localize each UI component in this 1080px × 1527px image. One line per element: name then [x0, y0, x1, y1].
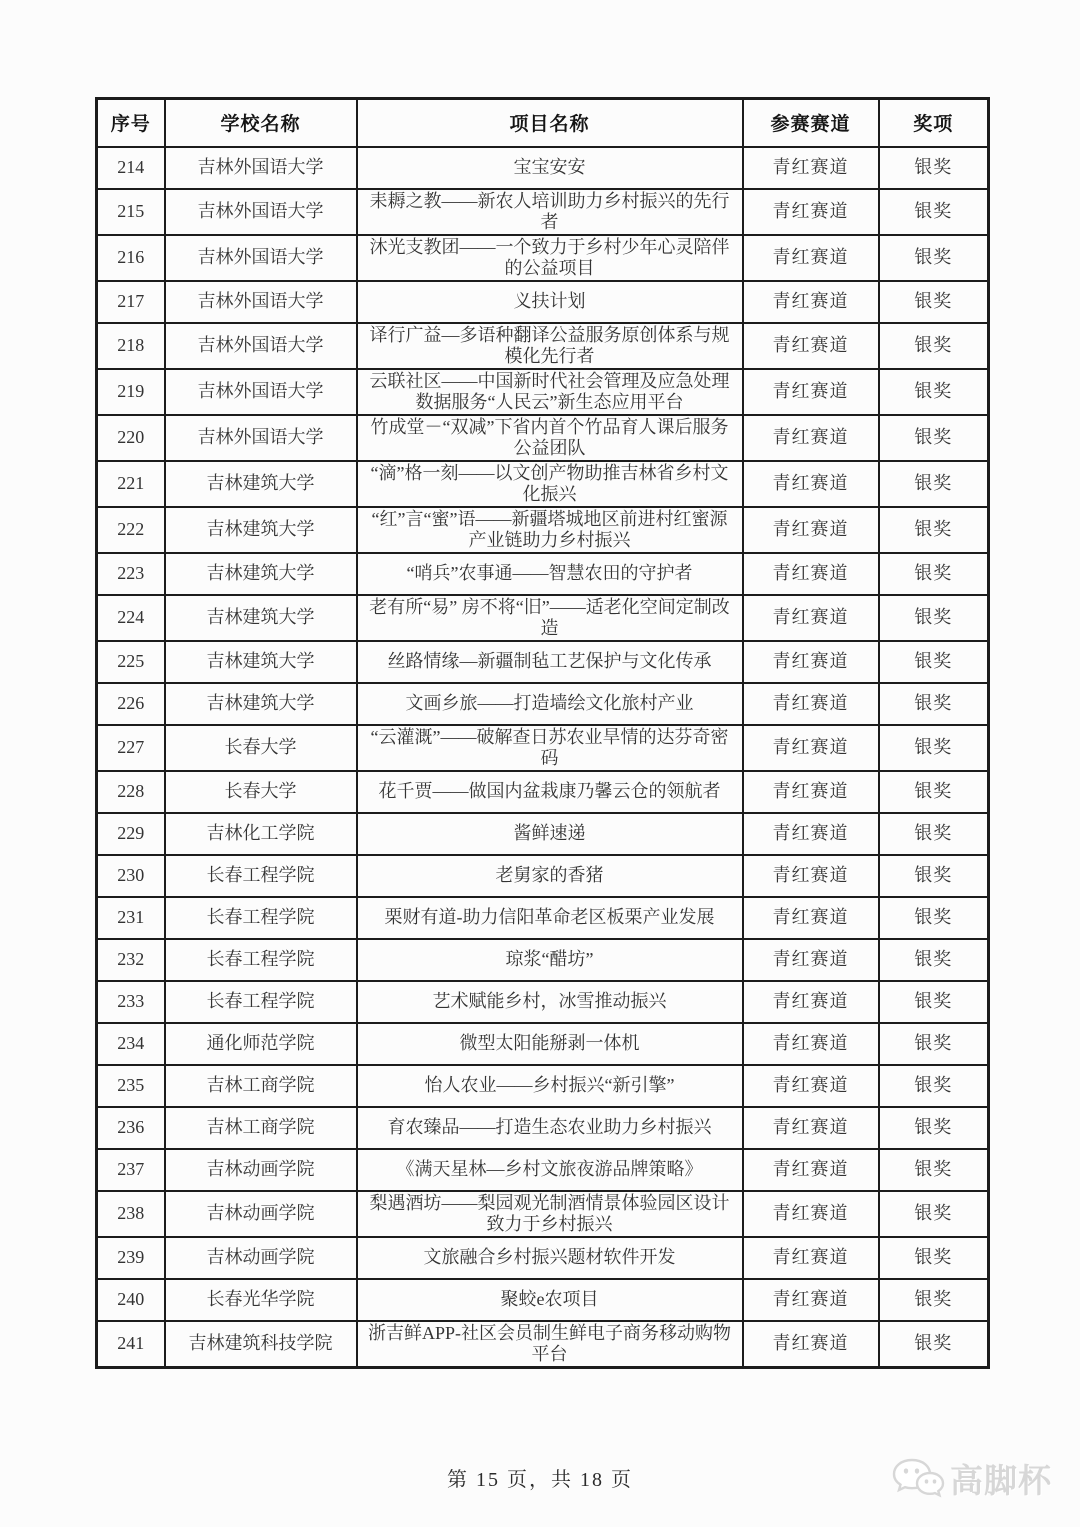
- cell-project-name: 栗财有道-助力信阳革命老区板栗产业发展: [357, 897, 743, 939]
- cell-serial-number: 221: [97, 461, 165, 507]
- table-row: [97, 369, 989, 415]
- cell-serial-number: 228: [97, 771, 165, 813]
- table-row: [97, 641, 989, 683]
- cell-award: 银奖: [879, 415, 989, 461]
- cell-serial-number: 220: [97, 415, 165, 461]
- cell-project-name: 艺术赋能乡村，冰雪推动振兴: [357, 981, 743, 1023]
- cell-project-name: 浙吉鲜APP-社区会员制生鲜电子商务移动购物平台: [357, 1321, 743, 1368]
- cell-serial-number: 231: [97, 897, 165, 939]
- cell-project-name: 梨遇酒坊——梨园观光制酒情景体验园区设计致力于乡村振兴: [357, 1191, 743, 1237]
- cell-award: 银奖: [879, 369, 989, 415]
- cell-award: 银奖: [879, 1279, 989, 1321]
- cell-serial-number: 225: [97, 641, 165, 683]
- cell-award: 银奖: [879, 1023, 989, 1065]
- cell-track: 青红赛道: [743, 507, 879, 553]
- cell-serial-number: 219: [97, 369, 165, 415]
- cell-project-name: 耒耨之教——新农人培训助力乡村振兴的先行者: [357, 189, 743, 235]
- cell-award: 银奖: [879, 1065, 989, 1107]
- cell-school-name: 长春光华学院: [165, 1279, 357, 1321]
- table-row: [97, 1321, 989, 1368]
- table-row: [97, 189, 989, 235]
- header-track: 参赛赛道: [743, 99, 879, 147]
- cell-school-name: 吉林建筑大学: [165, 461, 357, 507]
- cell-track: 青红赛道: [743, 281, 879, 323]
- cell-project-name: 沐光支教团——一个致力于乡村少年心灵陪伴的公益项目: [357, 235, 743, 281]
- cell-school-name: 长春大学: [165, 771, 357, 813]
- cell-school-name: 吉林工商学院: [165, 1107, 357, 1149]
- cell-award: 银奖: [879, 641, 989, 683]
- cell-school-name: 吉林外国语大学: [165, 147, 357, 189]
- cell-award: 银奖: [879, 189, 989, 235]
- table-row: [97, 1237, 989, 1279]
- cell-school-name: 吉林建筑大学: [165, 553, 357, 595]
- watermark-text: 高脚杯: [950, 1462, 1052, 1499]
- table-row: [97, 1023, 989, 1065]
- cell-track: 青红赛道: [743, 641, 879, 683]
- cell-award: 银奖: [879, 281, 989, 323]
- cell-school-name: 吉林动画学院: [165, 1149, 357, 1191]
- cell-school-name: 长春工程学院: [165, 897, 357, 939]
- cell-serial-number: 217: [97, 281, 165, 323]
- cell-track: 青红赛道: [743, 1107, 879, 1149]
- table-row: [97, 1279, 989, 1321]
- cell-track: 青红赛道: [743, 813, 879, 855]
- cell-project-name: 老舅家的香猪: [357, 855, 743, 897]
- cell-school-name: 吉林动画学院: [165, 1191, 357, 1237]
- cell-serial-number: 238: [97, 1191, 165, 1237]
- cell-award: 银奖: [879, 1149, 989, 1191]
- table-row: [97, 235, 989, 281]
- cell-track: 青红赛道: [743, 939, 879, 981]
- cell-serial-number: 227: [97, 725, 165, 771]
- cell-track: 青红赛道: [743, 771, 879, 813]
- cell-project-name: 宝宝安安: [357, 147, 743, 189]
- cell-serial-number: 240: [97, 1279, 165, 1321]
- cell-serial-number: 233: [97, 981, 165, 1023]
- page-number: 第 15 页，共 18 页: [447, 1469, 633, 1491]
- cell-serial-number: 226: [97, 683, 165, 725]
- cell-track: 青红赛道: [743, 1191, 879, 1237]
- table-row: [97, 813, 989, 855]
- cell-award: 银奖: [879, 461, 989, 507]
- cell-school-name: 吉林建筑科技学院: [165, 1321, 357, 1368]
- header-project: 项目名称: [357, 99, 743, 147]
- cell-project-name: 酱鲜速递: [357, 813, 743, 855]
- cell-award: 银奖: [879, 939, 989, 981]
- cell-project-name: 文旅融合乡村振兴题材软件开发: [357, 1237, 743, 1279]
- cell-serial-number: 237: [97, 1149, 165, 1191]
- cell-project-name: 云联社区——中国新时代社会管理及应急处理数据服务“人民云”新生态应用平台: [357, 369, 743, 415]
- table-body: [97, 147, 989, 1368]
- cell-track: 青红赛道: [743, 1023, 879, 1065]
- cell-project-name: 义扶计划: [357, 281, 743, 323]
- cell-school-name: 吉林外国语大学: [165, 281, 357, 323]
- table-row: [97, 683, 989, 725]
- cell-award: 银奖: [879, 1107, 989, 1149]
- cell-track: 青红赛道: [743, 1149, 879, 1191]
- cell-school-name: 吉林外国语大学: [165, 189, 357, 235]
- header-award: 奖项: [879, 99, 989, 147]
- cell-track: 青红赛道: [743, 1237, 879, 1279]
- cell-serial-number: 232: [97, 939, 165, 981]
- cell-project-name: 译行广益—多语种翻译公益服务原创体系与规模化先行者: [357, 323, 743, 369]
- cell-award: 银奖: [879, 725, 989, 771]
- cell-track: 青红赛道: [743, 147, 879, 189]
- awards-table: [95, 97, 990, 1369]
- table-row: [97, 281, 989, 323]
- table-row: [97, 461, 989, 507]
- cell-serial-number: 229: [97, 813, 165, 855]
- cell-award: 银奖: [879, 855, 989, 897]
- cell-school-name: 长春大学: [165, 725, 357, 771]
- cell-award: 银奖: [879, 235, 989, 281]
- cell-track: 青红赛道: [743, 1279, 879, 1321]
- table-row: [97, 725, 989, 771]
- watermark: [891, 1455, 1052, 1502]
- cell-school-name: 吉林外国语大学: [165, 369, 357, 415]
- cell-track: 青红赛道: [743, 683, 879, 725]
- cell-serial-number: 216: [97, 235, 165, 281]
- cell-serial-number: 239: [97, 1237, 165, 1279]
- table-row: [97, 771, 989, 813]
- table-row: [97, 507, 989, 553]
- cell-project-name: 怡人农业——乡村振兴“新引擎”: [357, 1065, 743, 1107]
- cell-project-name: 竹成堂－“双减”下省内首个竹品育人课后服务公益团队: [357, 415, 743, 461]
- cell-track: 青红赛道: [743, 235, 879, 281]
- cell-school-name: 吉林动画学院: [165, 1237, 357, 1279]
- cell-school-name: 通化师范学院: [165, 1023, 357, 1065]
- cell-award: 银奖: [879, 1237, 989, 1279]
- table-row: [97, 1065, 989, 1107]
- cell-project-name: 微型太阳能掰剥一体机: [357, 1023, 743, 1065]
- cell-project-name: 琼浆“醋坊”: [357, 939, 743, 981]
- cell-track: 青红赛道: [743, 323, 879, 369]
- table-row: [97, 1107, 989, 1149]
- cell-award: 银奖: [879, 897, 989, 939]
- cell-school-name: 吉林外国语大学: [165, 415, 357, 461]
- cell-school-name: 吉林工商学院: [165, 1065, 357, 1107]
- cell-project-name: “滴”格一刻——以文创产物助推吉林省乡村文化振兴: [357, 461, 743, 507]
- cell-track: 青红赛道: [743, 595, 879, 641]
- table-row: [97, 595, 989, 641]
- cell-school-name: 长春工程学院: [165, 939, 357, 981]
- cell-project-name: “哨兵”农事通——智慧农田的守护者: [357, 553, 743, 595]
- cell-serial-number: 241: [97, 1321, 165, 1368]
- cell-school-name: 吉林建筑大学: [165, 683, 357, 725]
- cell-track: 青红赛道: [743, 189, 879, 235]
- cell-award: 银奖: [879, 1321, 989, 1368]
- cell-project-name: 丝路情缘—新疆制毡工艺保护与文化传承: [357, 641, 743, 683]
- cell-serial-number: 214: [97, 147, 165, 189]
- cell-project-name: 育农臻品——打造生态农业助力乡村振兴: [357, 1107, 743, 1149]
- cell-award: 银奖: [879, 507, 989, 553]
- cell-track: 青红赛道: [743, 553, 879, 595]
- cell-award: 银奖: [879, 981, 989, 1023]
- cell-project-name: 《满天星林—乡村文旅夜游品牌策略》: [357, 1149, 743, 1191]
- cell-serial-number: 215: [97, 189, 165, 235]
- header-row: [97, 99, 989, 147]
- header-school: 学校名称: [165, 99, 357, 147]
- table-row: [97, 553, 989, 595]
- cell-project-name: 文画乡旅——打造墙绘文化旅村产业: [357, 683, 743, 725]
- cell-school-name: 吉林建筑大学: [165, 595, 357, 641]
- table-row: [97, 939, 989, 981]
- table-header: [97, 99, 989, 147]
- cell-award: 银奖: [879, 595, 989, 641]
- table-row: [97, 323, 989, 369]
- cell-serial-number: 234: [97, 1023, 165, 1065]
- cell-serial-number: 224: [97, 595, 165, 641]
- table-row: [97, 1149, 989, 1191]
- cell-track: 青红赛道: [743, 461, 879, 507]
- cell-school-name: 吉林建筑大学: [165, 507, 357, 553]
- header-serial: 序号: [97, 99, 165, 147]
- cell-project-name: 聚蛟e农项目: [357, 1279, 743, 1321]
- cell-award: 银奖: [879, 1191, 989, 1237]
- wechat-logo-icon: [891, 1457, 945, 1501]
- cell-project-name: “云灌溉”——破解查日苏农业旱情的达芬奇密码: [357, 725, 743, 771]
- cell-project-name: 花千贾——做国内盆栽康乃馨云仓的领航者: [357, 771, 743, 813]
- cell-track: 青红赛道: [743, 1065, 879, 1107]
- cell-award: 银奖: [879, 771, 989, 813]
- cell-track: 青红赛道: [743, 725, 879, 771]
- cell-school-name: 长春工程学院: [165, 981, 357, 1023]
- table-row: [97, 981, 989, 1023]
- cell-track: 青红赛道: [743, 855, 879, 897]
- cell-award: 银奖: [879, 323, 989, 369]
- cell-school-name: 吉林化工学院: [165, 813, 357, 855]
- cell-track: 青红赛道: [743, 981, 879, 1023]
- cell-serial-number: 223: [97, 553, 165, 595]
- cell-award: 银奖: [879, 683, 989, 725]
- cell-award: 银奖: [879, 553, 989, 595]
- cell-serial-number: 218: [97, 323, 165, 369]
- cell-serial-number: 235: [97, 1065, 165, 1107]
- table-row: [97, 415, 989, 461]
- cell-school-name: 长春工程学院: [165, 855, 357, 897]
- cell-school-name: 吉林外国语大学: [165, 235, 357, 281]
- cell-award: 银奖: [879, 813, 989, 855]
- table-row: [97, 855, 989, 897]
- cell-track: 青红赛道: [743, 1321, 879, 1368]
- cell-school-name: 吉林建筑大学: [165, 641, 357, 683]
- table-row: [97, 897, 989, 939]
- table-row: [97, 1191, 989, 1237]
- cell-track: 青红赛道: [743, 369, 879, 415]
- table-row: [97, 147, 989, 189]
- cell-track: 青红赛道: [743, 415, 879, 461]
- cell-track: 青红赛道: [743, 897, 879, 939]
- cell-serial-number: 236: [97, 1107, 165, 1149]
- cell-award: 银奖: [879, 147, 989, 189]
- cell-project-name: 老有所“易” 房不将“旧”——适老化空间定制改造: [357, 595, 743, 641]
- cell-serial-number: 222: [97, 507, 165, 553]
- cell-project-name: “红”言“蜜”语——新疆塔城地区前进村红蜜源产业链助力乡村振兴: [357, 507, 743, 553]
- cell-serial-number: 230: [97, 855, 165, 897]
- cell-school-name: 吉林外国语大学: [165, 323, 357, 369]
